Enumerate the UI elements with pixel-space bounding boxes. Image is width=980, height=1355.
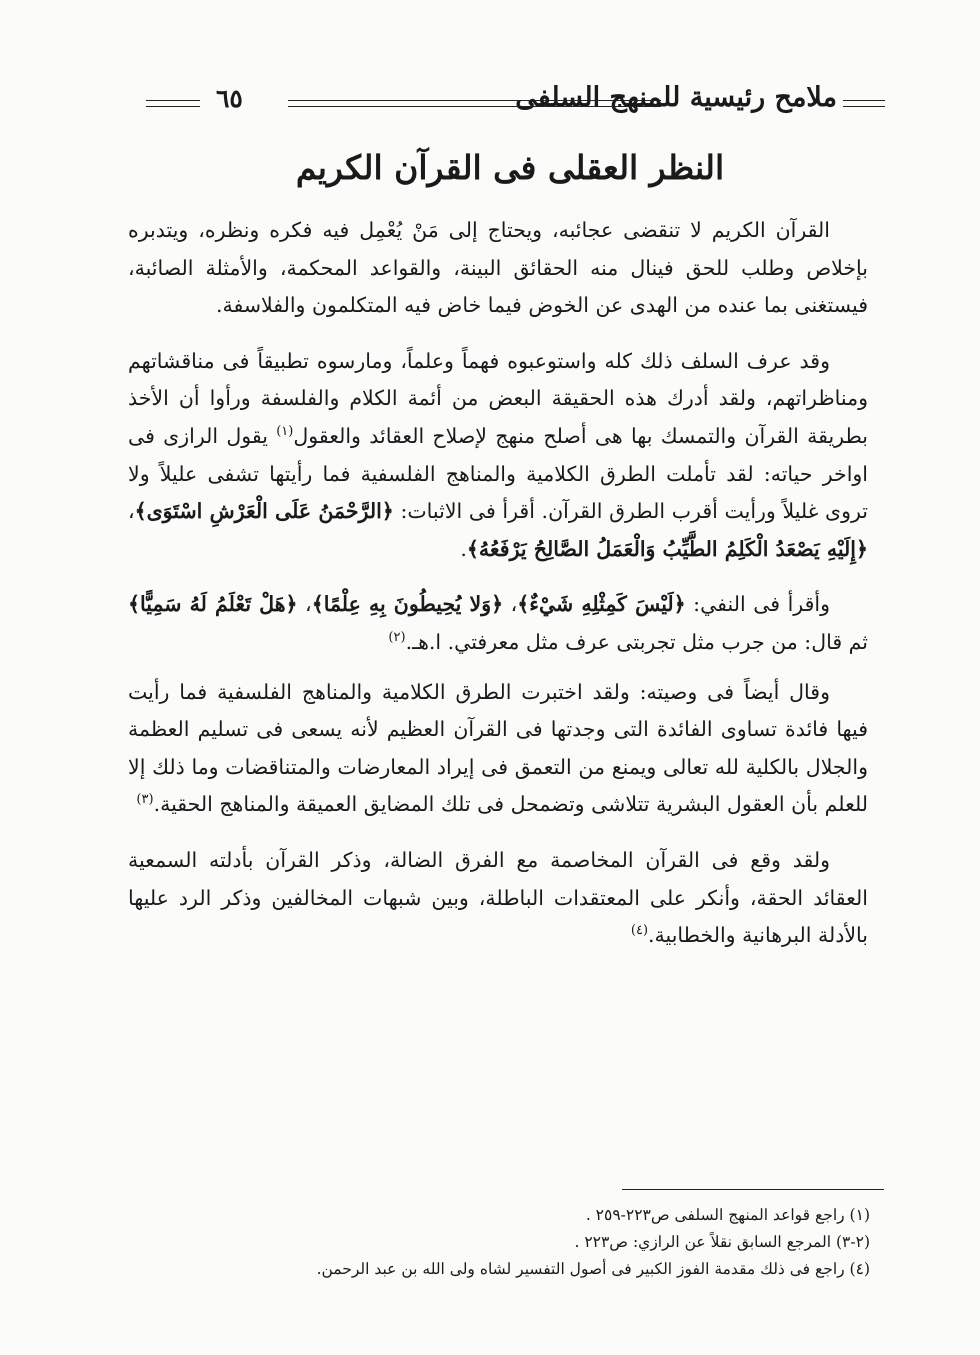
paragraph-3-text-b: ثم قال: من جرب مثل تجربتى عرف مثل معرفتي. ا.هـ.: [405, 629, 868, 654]
page-number: ٦٥: [216, 84, 243, 113]
footnote-3: (٤) راجع فى ذلك مقدمة الفوز الكبير فى أصول التفسير لشاه ولى الله بن عبد الرحمن.: [316, 1260, 870, 1278]
footnote-ref-1: (١): [276, 424, 294, 440]
paragraph-4-text: وقال أيضاً فى وصيته: ولقد اختبرت الطرق الكلامية والمناهج الفلسفية فما رأيت فيها فائدة تساوى الفائدة التى وجدتها فى القرآن العظيم لأنه يسعى فى تسليم العظمة والجلال بالكلية لله تعالى ويمنع من التعمق فى إيراد المعارضات والمتناقضات وما ذلك إلا للعلم بأن العقول البشرية تتلاشى وتضمحل فى تلك المضايق العميقة والمناهج الحقية.: [128, 679, 868, 817]
header-rule-middle: [288, 100, 661, 107]
footnotes: [130, 1202, 870, 1283]
section-title: النظر العقلى فى القرآن الكريم: [295, 148, 725, 187]
footnote-ref-4: (٤): [630, 923, 649, 939]
quran-verse-5: ﴿هَلْ تَعْلَمُ لَهُ سَمِيًّا﴾: [128, 592, 298, 617]
running-header: [140, 80, 885, 120]
quran-verse-3: ﴿لَيْسَ كَمِثْلِهِ شَيْءٌ﴾: [517, 592, 686, 617]
paragraph-1: [128, 212, 868, 325]
paragraph-2-text-a: وقد عرف السلف ذلك كله واستوعبوه فهماً وعلماً، ومارسوه تطبيقاً فى مناقشاتهم ومناظراتهم، ولقد أدرك هذه الحقيقة البعض من أئمة الكلام والفلسفة ورأوا أن الأخذ بطريقة القرآن والتمسك بها هى أصلح منهج لإصلاح العقائد والعقول: [128, 348, 869, 448]
body-text: [128, 212, 868, 973]
paragraph-3: [128, 586, 868, 661]
running-header-title: ملامح رئيسية للمنهج السلفى: [515, 82, 837, 113]
footnote-2: (٢-٣) المرجع السابق نقلاً عن الرازي: ص٢٢٣ .: [574, 1233, 870, 1251]
separator: ،: [297, 592, 312, 617]
paragraph-3-text-a: وأقرأ فى النفي:: [685, 592, 831, 617]
paragraph-2-end: .: [460, 536, 467, 561]
paragraph-1-text: القرآن الكريم لا تنقضى عجائبه، ويحتاج إلى مَنْ يُعْمِل فيه فكره ونظره، ويتدبره بإخلاص وطلب للحق فينال منه الحقائق البينة، والقواعد المحكمة، والأمثلة الصائبة، فيستغنى بما عنده من الهدى عن الخوض فيما خاض فيه المتكلمون والفلاسفة.: [128, 218, 868, 318]
footnote-ref-3: (٣): [136, 792, 154, 808]
paragraph-4: [128, 674, 868, 824]
footnote-1: (١) راجع قواعد المنهج السلفى ص٢٢٣-٢٥٩ .: [585, 1206, 870, 1224]
paragraph-2-text-b: يقول الرازى فى اواخر حياته: لقد تأملت الطرق الكلامية والمناهج الفلسفية فما رأيتها تشفى عليلاً ولا تروى غليلاً ورأيت أقرب الطرق القرآن. أقرأ فى الاثبات:: [128, 423, 868, 524]
paragraph-5-text: ولقد وقع فى القرآن المخاصمة مع الفرق الضالة، وذكر القرآن بأدلته السمعية العقائد الحقة، وأنكر على المعتقدات الباطلة، وبين شبهات المخالفين وذكر الرد عليها بالأدلة البرهانية والخطابية.: [128, 847, 868, 948]
header-rule-right: [843, 100, 885, 107]
separator: ،: [503, 592, 518, 617]
paragraph-5: [128, 842, 868, 955]
separator: ،: [128, 499, 135, 524]
quran-verse-2: ﴿إِلَيْهِ يَصْعَدُ الْكَلِمُ الطَّيِّبُ وَالْعَمَلُ الصَّالِحُ يَرْفَعُهُ﴾: [466, 536, 868, 561]
quran-verse-4: ﴿وَلا يُحِيطُونَ بِهِ عِلْمًا﴾: [311, 592, 504, 617]
header-rule-left: [146, 100, 200, 107]
paragraph-2: [128, 343, 868, 569]
footnote-separator: [622, 1189, 884, 1190]
footnote-ref-2: (٢): [388, 630, 406, 646]
quran-verse-1: ﴿الرَّحْمَنُ عَلَى الْعَرْشِ اسْتَوَى﴾: [134, 499, 394, 524]
